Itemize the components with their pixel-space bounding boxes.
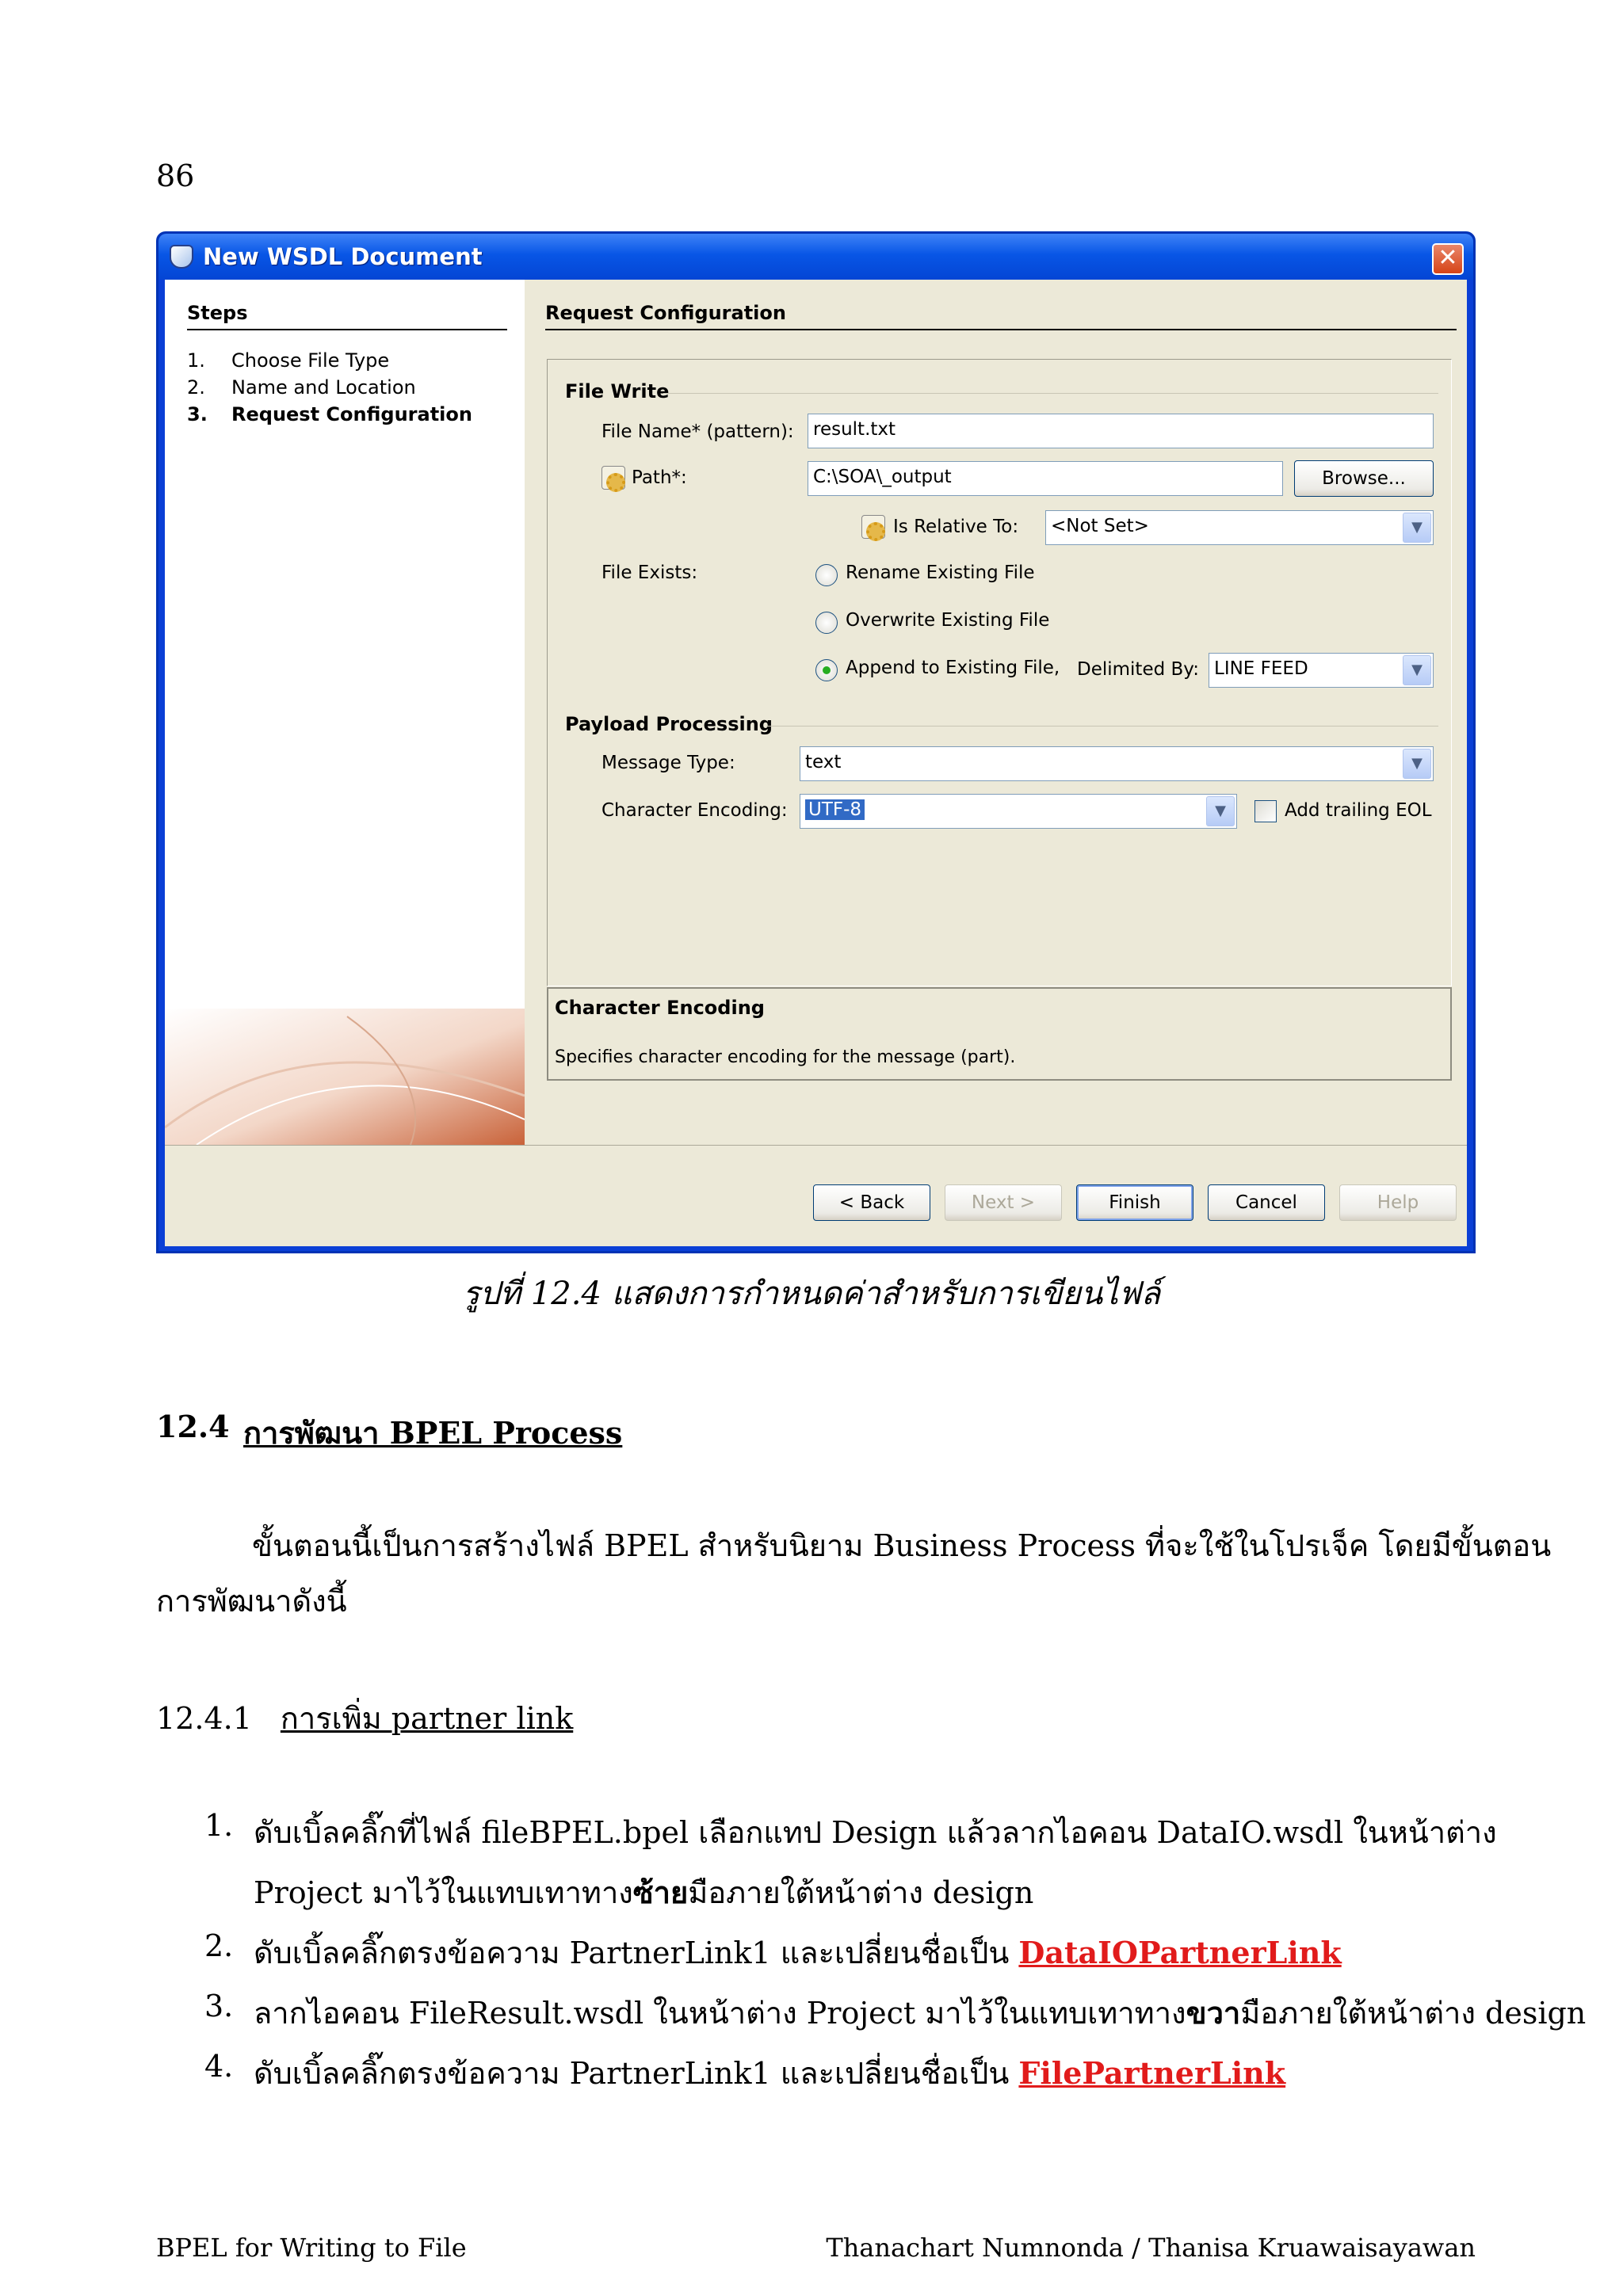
subsection-heading	[156, 1694, 573, 1742]
close-icon[interactable]: ✕	[1432, 243, 1464, 275]
section-number: 12.4	[156, 1409, 230, 1444]
append-existing-label: Append to Existing File,	[846, 658, 1060, 678]
payload-section-label: Payload Processing	[565, 713, 773, 735]
file-name-input[interactable]: result.txt	[808, 414, 1434, 448]
cancel-button[interactable]: Cancel	[1208, 1184, 1325, 1221]
character-encoding-value: UTF-8	[805, 799, 865, 820]
back-button[interactable]: < Back	[813, 1184, 930, 1221]
decorative-wave-graphic	[165, 1009, 525, 1145]
file-exists-label: File Exists:	[601, 563, 698, 583]
rename-existing-radio[interactable]	[815, 564, 838, 586]
step-item: 2. Name and Location	[187, 376, 416, 399]
partner-link-name: DataIOPartnerLink	[1018, 1935, 1342, 1970]
delimited-by-value: LINE FEED	[1214, 658, 1308, 679]
steps-divider	[187, 329, 507, 330]
footer-left: BPEL for Writing to File	[156, 2233, 467, 2263]
content-divider	[545, 329, 1457, 330]
dialog-title: New WSDL Document	[203, 243, 483, 270]
next-button[interactable]: Next >	[945, 1184, 1062, 1221]
rename-existing-label: Rename Existing File	[846, 563, 1035, 583]
step-item-current: 3. Request Configuration	[187, 403, 472, 425]
subsection-number: 12.4.1	[156, 1701, 252, 1736]
section-divider	[663, 393, 1438, 394]
path-input[interactable]: C:\SOA\_output	[808, 461, 1283, 496]
relative-config-icon	[861, 515, 885, 539]
dialog-titlebar	[158, 234, 1473, 280]
new-wsdl-dialog	[156, 231, 1476, 1253]
description-panel	[547, 987, 1452, 1081]
steps-heading: Steps	[187, 302, 248, 324]
chevron-down-icon[interactable]: ▼	[1206, 796, 1235, 826]
message-type-value: text	[805, 752, 842, 772]
delimited-by-select[interactable]	[1209, 653, 1434, 688]
is-relative-to-select[interactable]	[1045, 510, 1434, 545]
description-text: Specifies character encoding for the message (part).	[555, 1047, 1016, 1067]
wsdl-document-icon	[170, 245, 193, 269]
intro-paragraph-line-1: ขั้นตอนนี้เป็นการสร้างไฟล์ BPEL สำหรับนิยาม Business Process ที่จะใช้ในโปรเจ็ค โดยมีขั้นตอน	[252, 1528, 1552, 1563]
button-bar-divider	[165, 1145, 1467, 1146]
delimited-by-label: Delimited By:	[1077, 659, 1199, 680]
finish-button[interactable]: Finish	[1076, 1184, 1193, 1221]
figure-caption: รูปที่ 12.4 แสดงการกำหนดค่าสำหรับการเขียนไฟล์	[462, 1276, 1161, 1312]
file-write-section-label: File Write	[565, 380, 670, 402]
add-trailing-eol-label: Add trailing EOL	[1285, 800, 1432, 821]
character-encoding-select[interactable]	[800, 794, 1237, 829]
section-divider	[766, 726, 1438, 727]
chevron-down-icon[interactable]: ▼	[1403, 655, 1431, 685]
overwrite-existing-label: Overwrite Existing File	[846, 610, 1050, 631]
file-name-label: File Name* (pattern):	[601, 421, 794, 442]
message-type-label: Message Type:	[601, 753, 735, 773]
subsection-title: การเพิ่ม partner link	[280, 1701, 574, 1736]
path-label: Path*:	[632, 467, 687, 488]
content-title: Request Configuration	[545, 302, 786, 324]
chevron-down-icon[interactable]: ▼	[1403, 749, 1431, 779]
footer-right: Thanachart Numnonda / Thanisa Kruawaisayawan	[826, 2233, 1476, 2263]
page-number: 86	[156, 158, 195, 193]
add-trailing-eol-checkbox[interactable]	[1254, 800, 1277, 822]
is-relative-to-value: <Not Set>	[1051, 516, 1149, 536]
section-title: การพัฒนา BPEL Process	[243, 1415, 623, 1451]
partner-link-name: FilePartnerLink	[1018, 2055, 1286, 2091]
steps-panel	[165, 280, 525, 1145]
browse-button[interactable]: Browse...	[1294, 460, 1434, 497]
help-button[interactable]: Help	[1339, 1184, 1457, 1221]
character-encoding-label: Character Encoding:	[601, 800, 788, 821]
configuration-form	[547, 359, 1452, 986]
is-relative-to-label: Is Relative To:	[893, 517, 1019, 537]
message-type-select[interactable]	[800, 746, 1434, 781]
append-existing-radio[interactable]	[815, 659, 838, 681]
dialog-client-area	[165, 280, 1467, 1246]
chevron-down-icon[interactable]: ▼	[1403, 513, 1431, 543]
section-heading	[156, 1409, 623, 1451]
intro-paragraph-line-2: การพัฒนาดังนี้	[156, 1584, 347, 1619]
step-item: 1. Choose File Type	[187, 349, 390, 372]
path-config-icon	[601, 466, 625, 490]
list-item-continuation: Project มาไว้ในแทบเทาทางซ้ายมือภายใต้หน้าต่าง design	[254, 1875, 1034, 1910]
description-title: Character Encoding	[555, 997, 765, 1019]
overwrite-existing-radio[interactable]	[815, 612, 838, 634]
